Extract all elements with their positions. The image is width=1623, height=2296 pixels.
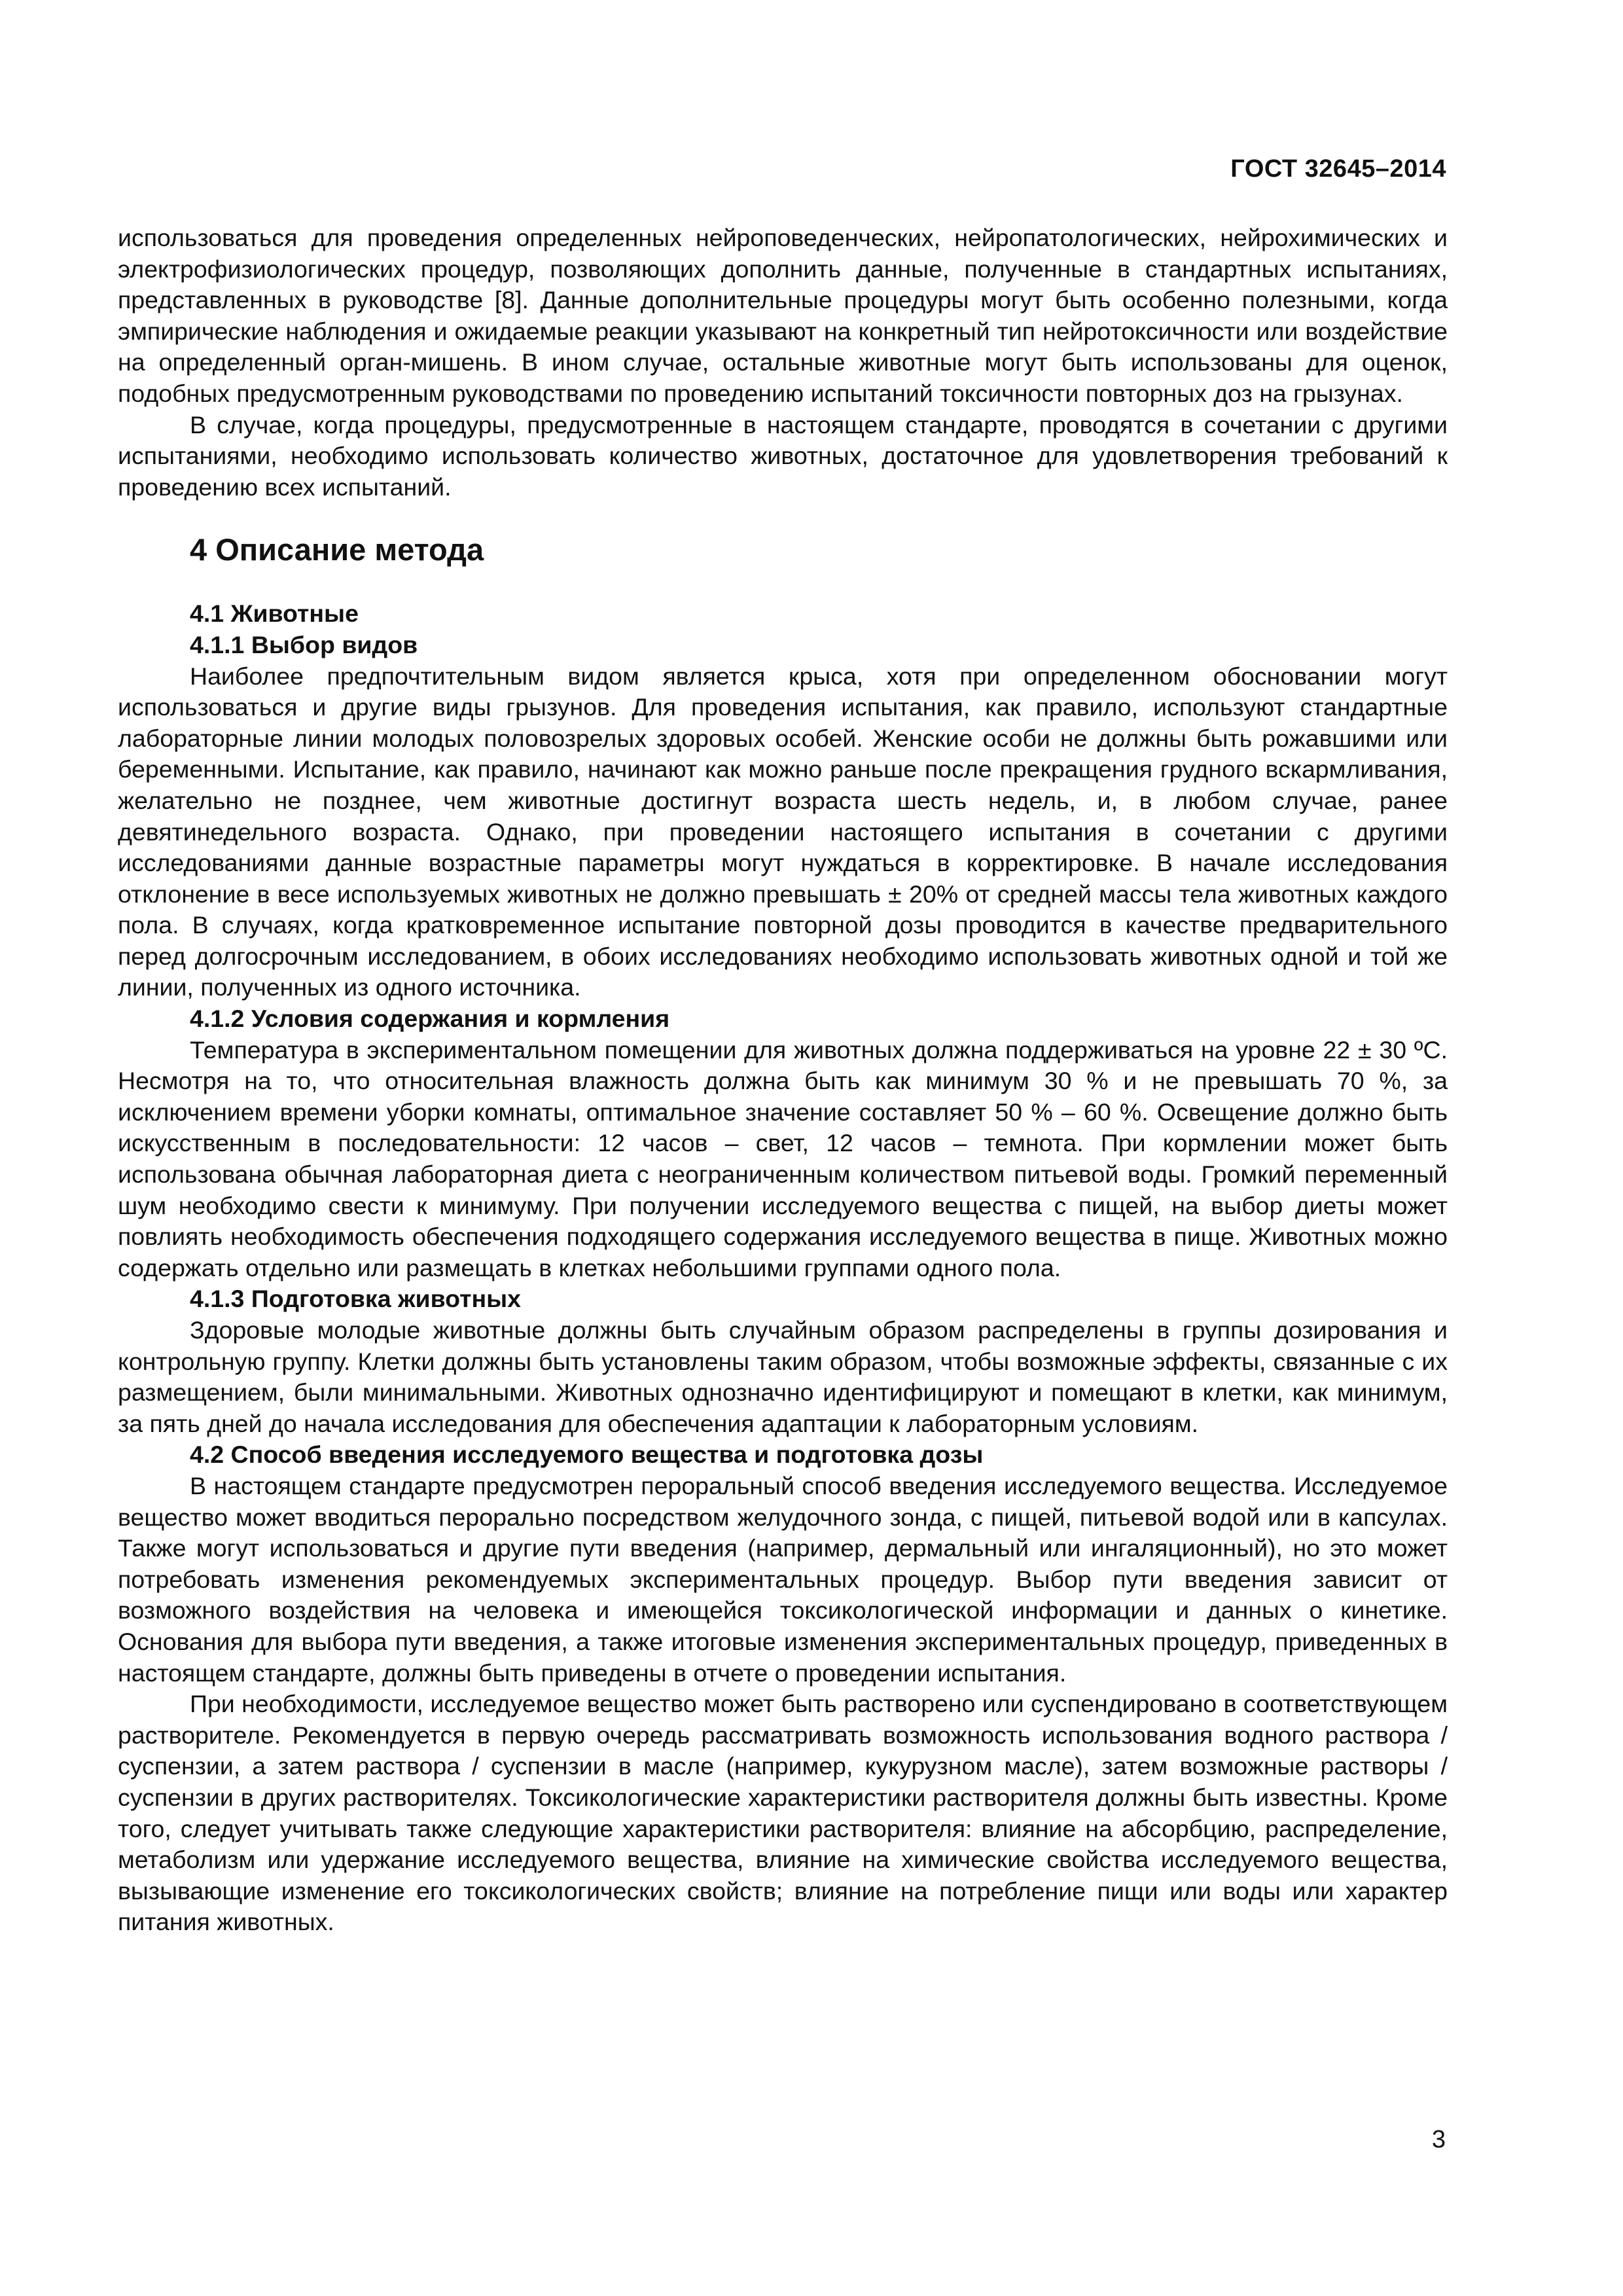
page-content bbox=[118, 223, 1448, 1938]
section-4-heading: 4 Описание метода bbox=[190, 532, 484, 567]
page-number: 3 bbox=[1431, 2126, 1446, 2153]
document-code-header: ГОСТ 32645–2014 bbox=[1230, 155, 1446, 183]
paragraph-4-2-administration: В настоящем стандарте предусмотрен пероральный способ введения исследуемого вещества. Исследуемое вещество может вводиться перорально посредством желудочного зонда, с пищей, питьевой водой или в капсулах. Также могут использоваться и другие пути введения (например, дермальный или ингаляционный), но это может потребовать изменения рекомендуемых экспериментальных процедур. Выбор пути введения зависит от возможного воздействия на человека и имеющейся токсикологической информации и данных о кинетике. Основания для выбора пути введения, а также итоговые изменения экспериментальных процедур, приведенных в настоящем стандарте, должны быть приведены в отчете о проведении испытания. bbox=[118, 1471, 1448, 1687]
paragraph-4-1-2-housing: Температура в экспериментальном помещении для животных должна поддерживаться на уровне 22 ± 30 ºС. Несмотря на то, что относительная влажность должна быть как минимум 30 % и не превышать 70 %, за исключением времени уборки комнаты, оптимальное значение составляет 50 % – 60 %. Освещение должно быть искусственным в последовательности: 12 часов – свет, 12 часов – темнота. При кормлении может быть использована обычная лабораторная диета с неограниченным количеством питьевой воды. Громкий переменный шум необходимо свести к минимуму. При получении исследуемого вещества с пищей, на выбор диеты может повлиять необходимость обеспечения подходящего содержания исследуемого вещества в пище. Животных можно содержать отдельно или размещать в клетках небольшими группами одного пола. bbox=[118, 1035, 1448, 1282]
paragraph-4-1-3-preparation: Здоровые молодые животные должны быть случайным образом распределены в группы дозирования и контрольную группу. Клетки должны быть установлены таким образом, чтобы возможные эффекты, связанные с их размещением, были минимальными. Животных однозначно идентифицируют и помещают в клетки, как минимум, за пять дней до начала исследования для обеспечения адаптации к лабораторным условиям. bbox=[118, 1316, 1448, 1437]
subsection-4-1-1-heading: 4.1.1 Выбор видов bbox=[190, 630, 418, 658]
paragraph-intro-continuation: использоваться для проведения определенных нейроповеденческих, нейропатологических, нейрохимических и электрофизиологических процедур, позволяющих дополнить данные, полученные в стандартных испытаниях, представленных в руководстве [8]. Данные дополнительные процедуры могут быть особенно полезными, когда эмпирические наблюдения и ожидаемые реакции указывают на конкретный тип нейротоксичности или воздействие на определенный орган-мишень. В ином случае, остальные животные могут быть использованы для оценок, подобных предусмотренным руководствами по проведению испытаний токсичности повторных доз на грызунах. bbox=[118, 224, 1448, 407]
paragraph-intro-combined-tests: В случае, когда процедуры, предусмотренные в настоящем стандарте, проводятся в сочетании с другими испытаниями, необходимо использовать количество животных, достаточное для удовлетворения требований к проведению всех испытаний. bbox=[118, 410, 1448, 501]
paragraph-4-1-1-species: Наиболее предпочтительным видом является крыса, хотя при определенном обосновании могут использоваться и другие виды грызунов. Для проведения испытания, как правило, используют стандартные лабораторные линии молодых половозрелых здоровых особей. Женские особи не должны быть рожавшими или беременными. Испытание, как правило, начинают как можно раньше после прекращения грудного вскармливания, желательно не позднее, чем животные достигнут возраста шесть недель, и, в любом случае, ранее девятинедельного возраста. Однако, при проведении настоящего испытания в сочетании с другими исследованиями данные возрастные параметры могут нуждаться в корректировке. В начале исследования отклонение в весе используемых животных не должно превышать ± 20% от средней массы тела животных каждого пола. В случаях, когда кратковременное испытание повторной дозы проводится в качестве предварительного перед долгосрочным исследованием, в обоих исследованиях необходимо использовать животных одной и той же линии, полученных из одного источника. bbox=[118, 662, 1448, 1001]
subsection-4-1-3-heading: 4.1.3 Подготовка животных bbox=[190, 1285, 522, 1313]
subsection-4-2-heading: 4.2 Способ введения исследуемого вещества и подготовка дозы bbox=[190, 1441, 984, 1469]
paragraph-4-2-vehicle: При необходимости, исследуемое вещество может быть растворено или суспендировано в соответствующем растворителе. Рекомендуется в первую очередь рассматривать возможность использования водного раствора / суспензии, а затем раствора / суспензии в масле (например, кукурузном масле), затем возможные растворы / суспензии в других растворителях. Токсикологические характеристики растворителя должны быть известны. Кроме того, следует учитывать также следующие характеристики растворителя: влияние на абсорбцию, распределение, метаболизм или удержание исследуемого вещества, влияние на химические свойства исследуемого вещества, вызывающие изменение его токсикологических свойств; влияние на потребление пищи или воды или характер питания животных. bbox=[118, 1690, 1448, 1936]
subsection-4-1-2-heading: 4.1.2 Условия содержания и кормления bbox=[190, 1005, 670, 1033]
subsection-4-1-heading: 4.1 Животные bbox=[190, 600, 359, 628]
